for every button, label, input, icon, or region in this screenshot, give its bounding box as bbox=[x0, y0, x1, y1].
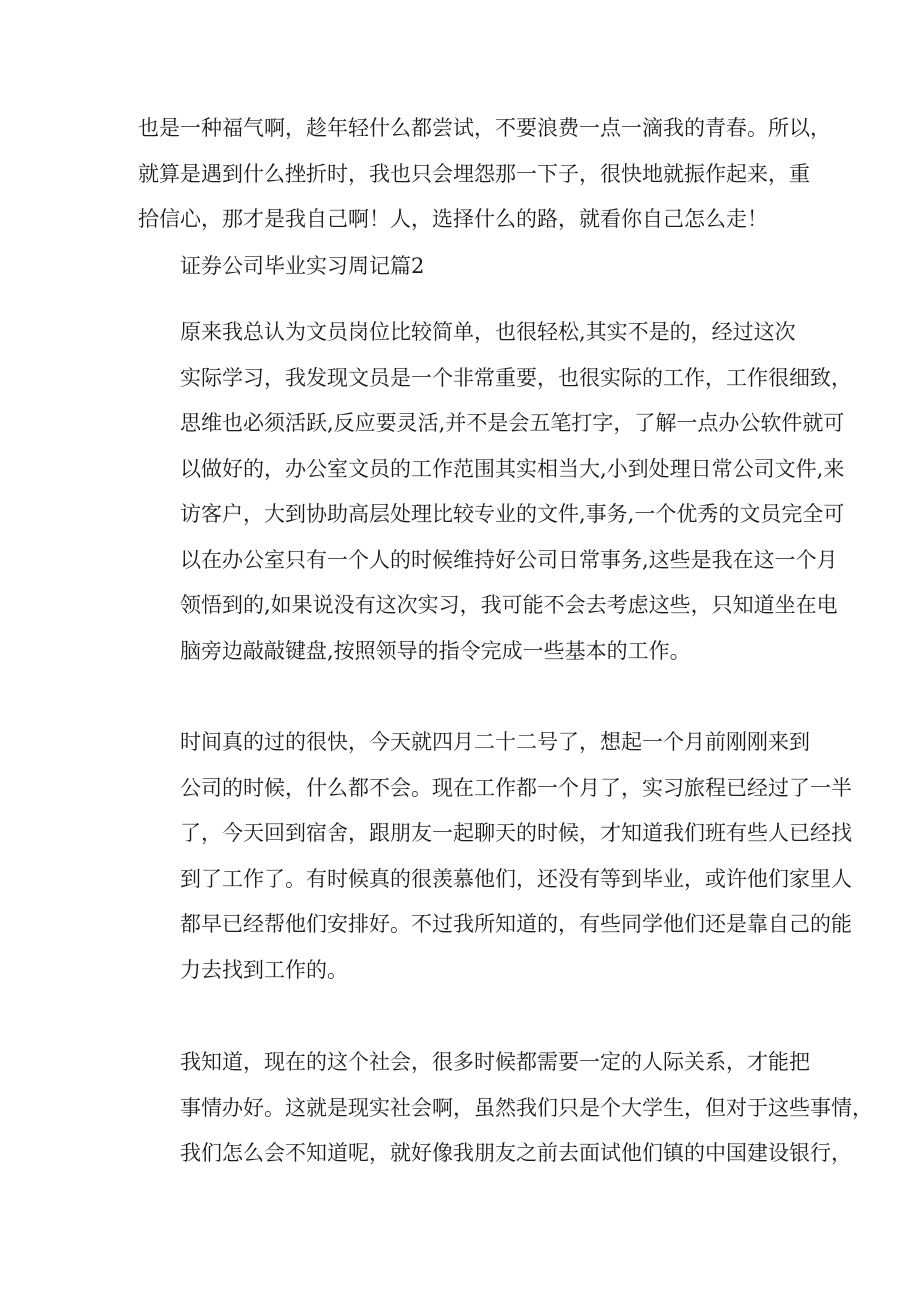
heading-text: 证券公司毕业实习周记篇2 bbox=[180, 254, 425, 278]
paragraph-clerk-role bbox=[138, 310, 852, 674]
paragraph-continuation bbox=[138, 106, 831, 243]
text-line: 公司的时候，什么都不会。现在工作都一个月了，实习旅程已经过了一半 bbox=[180, 775, 852, 800]
text-line: 领悟到的,如果说没有这次实习，我可能不会去考虑这些，只知道坐在电 bbox=[180, 593, 838, 617]
text-line: 时间真的过的很快，今天就四月二十二号了，想起一个月前刚刚来到 bbox=[180, 730, 810, 754]
text-line: 以在办公室只有一个人的时候维持好公司日常事务,这些是我在这一个月 bbox=[180, 547, 838, 572]
paragraph-social-relations bbox=[138, 1040, 873, 1177]
text-line: 事情办好。这就是现实社会啊，虽然我们只是个大学生，但对于这些事情， bbox=[180, 1095, 873, 1120]
text-line: 脑旁边敲敲键盘,按照领导的指令完成一些基本的工作。 bbox=[180, 638, 691, 663]
text-line: 原来我总认为文员岗位比较简单，也很轻松,其实不是的，经过这次 bbox=[180, 320, 796, 344]
text-line: 到了工作了。有时候真的很羡慕他们，还没有等到毕业，或许他们家里人 bbox=[180, 866, 852, 891]
text-line: 思维也必须活跃,反应要灵活,并不是会五笔打字，了解一点办公软件就可 bbox=[180, 411, 845, 435]
text-line: 力去找到工作的。 bbox=[180, 957, 348, 982]
paragraph-time-passing bbox=[138, 720, 852, 993]
text-line: 访客户，大到协助高层处理比较专业的文件,事务,一个优秀的文员完全可 bbox=[180, 502, 845, 526]
text-line: 我们怎么会不知道呢，就好像我朋友之前去面试他们镇的中国建设银行， bbox=[180, 1141, 852, 1165]
text-line: 也是一种福气啊，趁年轻什么都尝试，不要浪费一点一滴我的青春。所以， bbox=[138, 116, 831, 140]
section-heading bbox=[138, 244, 780, 290]
text-line: 都早已经帮他们安排好。不过我所知道的，有些同学他们还是靠自己的能 bbox=[180, 912, 852, 936]
text-line: 拾信心，那才是我自己啊！人，选择什么的路，就看你自己怎么走！ bbox=[138, 207, 768, 231]
text-line: 以做好的，办公室文员的工作范围其实相当大,小到处理日常公司文件,来 bbox=[180, 456, 845, 481]
text-line: 就算是遇到什么挫折时，我也只会埋怨那一下子，很快地就振作起来，重 bbox=[138, 161, 810, 186]
text-line: 我知道，现在的这个社会，很多时候都需要一定的人际关系，才能把 bbox=[180, 1050, 810, 1074]
text-line: 了，今天回到宿舍，跟朋友一起聊天的时候，才知道我们班有些人已经找 bbox=[180, 821, 852, 845]
text-line: 实际学习，我发现文员是一个非常重要，也很实际的工作，工作很细致， bbox=[180, 365, 852, 390]
